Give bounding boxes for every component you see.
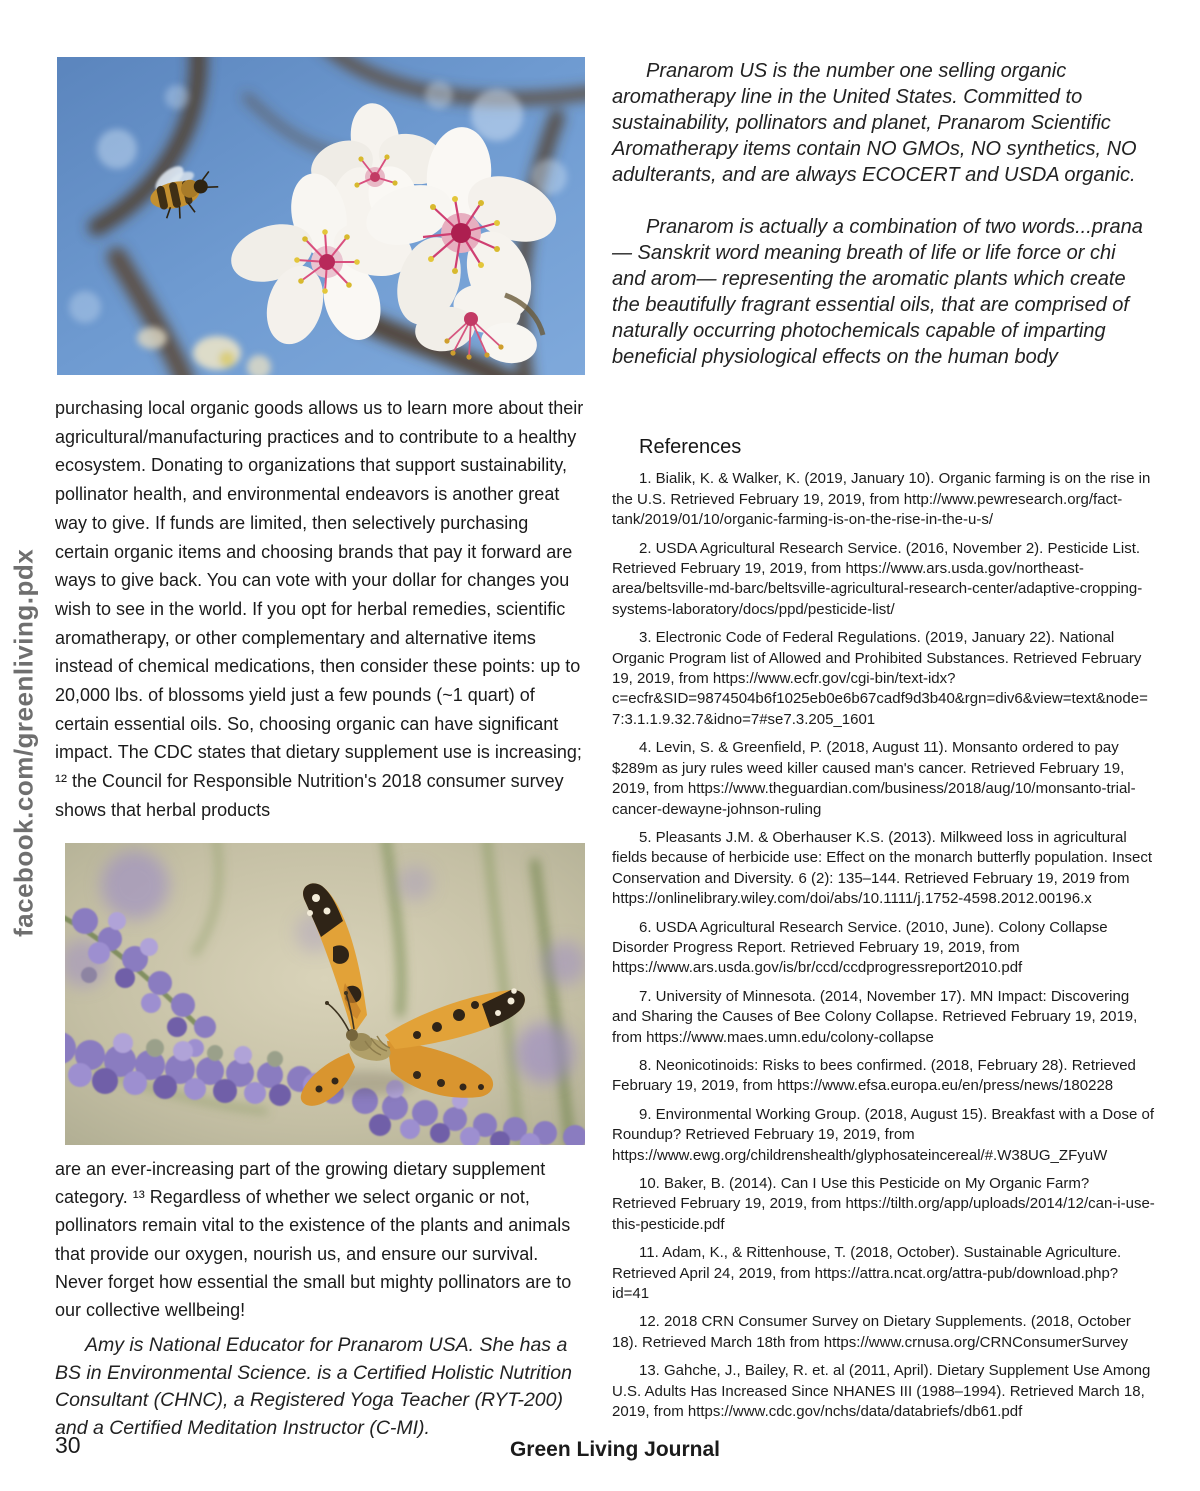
- reference-item: 7. University of Minnesota. (2014, November 17). MN Impact: Discovering and Sharing the Causes of Bee Colony Collapse. Retrieved February 19, 2019, from https://www.maes.umn.edu/colony-collapse: [612, 987, 1138, 1046]
- facebook-vertical-link: facebook.com/greenliving.pdx: [8, 548, 39, 937]
- body-column-bottom: [55, 1155, 589, 1442]
- body-paragraph-1: purchasing local organic goods allows us to learn more about their agricultural/manufacturing practices and to contribute to a healthy ecosystem. Donating to organizations that support sustainability, pollinator health, and environmental endeavors is another great way to give. If funds are limited, then selectively purchasing certain organic items and choosing brands that pay it forward are ways to give back. You can vote with your dollar for changes you wish to see in the world. If you opt for herbal remedies, scientific aromatherapy, or other complementary and alternative items instead of chemical medications, then consider these points: up to 20,000 lbs. of blossoms yield just a few pounds (~1 quart) of certain essential oils. So, choosing organic can have significant impact. The CDC states that dietary supplement use is increasing; ¹² the Council for Responsible Nutrition's 2018 consumer survey shows that herbal products: [55, 398, 584, 820]
- reference-item: 8. Neonicotinoids: Risks to bees confirmed. (2018, February 28). Retrieved February 19, 2019, from https://www.efsa.europa.eu/en/press/news/180228: [612, 1056, 1136, 1095]
- reference-item: 9. Environmental Working Group. (2018, August 15). Breakfast with a Dose of Roundup? Retrieved February 19, 2019, from https://www.ewg.org/childrenshealth/glyphosateincereal/#.W38UG_ZFyuW: [612, 1105, 1154, 1164]
- butterfly-lavender-photo: [65, 843, 585, 1145]
- body-paragraph-2: are an ever-increasing part of the growing dietary supplement category. ¹³ Regardless of whether we select organic or not, pollinators remain vital to the existence of the plants and animals that provide our oxygen, nourish us, and ensure our survival. Never forget how essential the small but mighty pollinators are to our collective wellbeing!: [55, 1159, 572, 1321]
- reference-item: 12. 2018 CRN Consumer Survey on Dietary Supplements. (2018, October 18). Retrieved March 18th from https://www.crnusa.org/CRNConsumerSurvey: [612, 1313, 1131, 1351]
- reference-item: 4. Levin, S. & Greenfield, P. (2018, August 11). Monsanto ordered to pay $289m as jury rules weed killer caused man's cancer. Retrieved February 19, 2019, from https://www.theguardian.com/business/2018/aug/10/monsanto-trial-cancer-dewayne-johnson-ruling: [612, 739, 1136, 818]
- page-number: 30: [55, 1432, 81, 1458]
- reference-item: 13. Gahche, J., Bailey, R. et. al (2011, April). Dietary Supplement Use Among U.S. Adults Has Increased Since NHANES III (1988–1994). Retrieved March 18, 2019, from https://www.cdc.gov/nchs/data/databriefs/db61.pdf: [612, 1362, 1151, 1421]
- intro-paragraph-2: Pranarom is actually a combination of two words...prana— Sanskrit word meaning breath of life or life force or chi and arom— representing the aromatic plants which create the beautifully fragrant essential oils, that are comprised of naturally occurring photochemicals capable of imparting beneficial physiological effects on the human body: [612, 216, 1143, 368]
- reference-item: 3. Electronic Code of Federal Regulations. (2019, January 22). National Organic Program list of Allowed and Prohibited Substances. Retrieved February 19, 2019, from https://www.ecfr.gov/cgi-bin/text-idx?c=ecfr&SID=9874504b6f1025eb0e6b67cadf9d3b40&rgn=div6&view=text&node=7:3.1.1.9.32.7&idno=7#se7.3.205_1601: [612, 629, 1148, 728]
- intro-block: [612, 58, 1152, 370]
- body-column-top: [55, 394, 587, 825]
- author-bio: Amy is National Educator for Pranarom USA. She has a BS in Environmental Science. is a Certified Holistic Nutrition Consultant (CHNC), a Registered Yoga Teacher (RYT-200) and a Certified Meditation Instructor (C-MI).: [55, 1334, 572, 1439]
- reference-item: 10. Baker, B. (2014). Can I Use this Pesticide on My Organic Farm? Retrieved February 19, 2019, from https://tilth.org/app/uploads/2014/12/can-i-use-this-pesticide.pdf: [612, 1175, 1155, 1233]
- bee-blossoms-photo: [57, 57, 585, 375]
- reference-item: 2. USDA Agricultural Research Service. (2016, November 2). Pesticide List. Retrieved February 19, 2019, from https://www.ars.usda.gov/northeast-area/beltsville-md-barc/beltsville-agricultural-research-center/adaptive-cropping-systems-laboratory/docs/ppd/pesticide-list/: [612, 539, 1143, 618]
- references-section: [612, 437, 1155, 1430]
- reference-item: 6. USDA Agricultural Research Service. (2010, June). Colony Collapse Disorder Progress Report. Retrieved February 19, 2019, from https://www.ars.usda.gov/is/br/ccd/ccdprogressreport2010.pdf: [612, 918, 1108, 977]
- reference-item: 1. Bialik, K. & Walker, K. (2019, January 10). Organic farming is on the rise in the U.S. Retrieved February 19, 2019, from http://www.pewresearch.org/fact-tank/2019/01/10/organic-farming-is-on-the-rise-in-the-u-s/: [612, 470, 1151, 529]
- references-heading: References: [639, 436, 742, 458]
- footer-journal-title: Green Living Journal: [509, 1438, 721, 1461]
- reference-item: 11. Adam, K., & Rittenhouse, T. (2018, October). Sustainable Agriculture. Retrieved April 24, 2019, from https://attra.ncat.org/attra-pub/download.php?id=41: [612, 1244, 1122, 1303]
- butterfly-lavender-illustration: [65, 843, 585, 1145]
- reference-item: 5. Pleasants J.M. & Oberhauser K.S. (2013). Milkweed loss in agricultural fields because of herbicide use: Effect on the monarch butterfly population. Insect Conservation and Diversity. 6 (2): 135–144. Retrieved February 19, 2019 from https://onlinelibrary.wiley.com/doi/abs/10.1111/j.1752-4598.2012.00196.x: [612, 828, 1153, 908]
- bee-blossoms-illustration: [57, 57, 585, 375]
- intro-paragraph-1: Pranarom US is the number one selling organic aromatherapy line in the United States. Committed to sustainability, pollinators and planet, Pranarom Scientific Aromatherapy items contain NO GMOs, NO synthetics, NO adulterants, and are always ECOCERT and USDA organic.: [612, 60, 1137, 186]
